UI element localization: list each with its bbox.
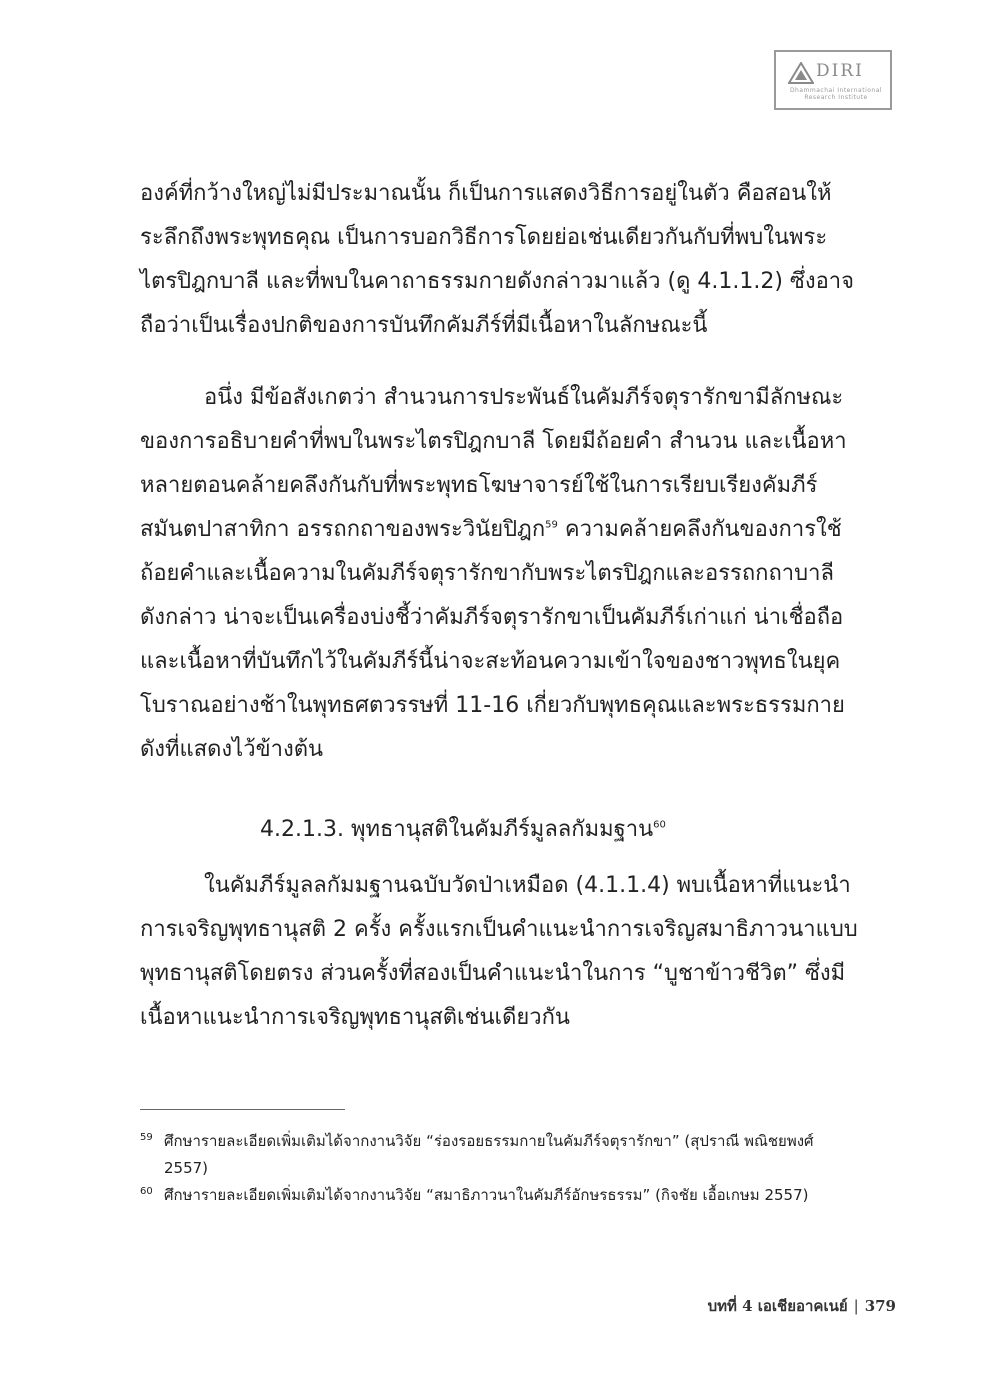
text-line: ของการอธิบายคำที่พบในพระไตรปิฎกบาลี โดยมีถ้อยคำ สำนวน และเนื้อหา	[140, 429, 847, 454]
text-line: ดังที่แสดงไว้ข้างต้น	[140, 737, 324, 762]
text-line: การเจริญพุทธานุสติ 2 ครั้ง ครั้งแรกเป็นคำแนะนำการเจริญสมาธิภาวนาแบบ	[140, 917, 858, 942]
diri-logo	[774, 50, 892, 110]
logo-title: DIRI	[816, 61, 864, 81]
paragraph-2	[140, 376, 900, 772]
footnote-text: ศึกษารายละเอียดเพิ่มเติมได้จากงานวิจัย “ร่องรอยธรรมกายในคัมภีร์จตุรารักขา” (สุปราณี พณิชยพงศ์	[164, 1132, 814, 1150]
footnote-text: 2557)	[164, 1159, 209, 1177]
page-number: 379	[864, 1297, 896, 1315]
footnote-60	[140, 1182, 900, 1209]
footer-separator: |	[853, 1297, 859, 1315]
text-line: และเนื้อหาที่บันทึกไว้ในคัมภีร์นี้น่าจะสะท้อนความเข้าใจของชาวพุทธในยุค	[140, 649, 841, 674]
footnotes	[140, 1128, 900, 1209]
footnote-divider	[140, 1109, 345, 1110]
footnote-ref-60[interactable]: 60	[653, 819, 666, 831]
footnote-59	[140, 1128, 900, 1182]
paragraph-1	[140, 172, 900, 348]
page-footer	[708, 1294, 896, 1318]
text-line: ในคัมภีร์มูลลกัมมฐานฉบับวัดป่าเหมือด (4.1.1.4) พบเนื้อหาที่แนะนำ	[204, 873, 851, 898]
section-heading	[260, 808, 666, 852]
text-line: โบราณอย่างช้าในพุทธศตวรรษที่ 11-16 เกี่ยวกับพุทธคุณและพระธรรมกาย	[140, 693, 845, 718]
text-line: อนึ่ง มีข้อสังเกตว่า สำนวนการประพันธ์ในคัมภีร์จตุรารักขามีลักษณะ	[204, 385, 844, 410]
text-line-head: สมันตปาสาทิกา อรรถกถาของพระวินัยปิฎก	[140, 517, 546, 542]
footnote-number: 59	[140, 1132, 153, 1143]
text-line: พุทธานุสติโดยตรง ส่วนครั้งที่สองเป็นคำแนะนำในการ “บูชาข้าวชีวิต” ซึ่งมี	[140, 961, 846, 986]
footnote-ref-59[interactable]: 59	[545, 519, 558, 531]
triangle-logo-icon	[788, 62, 814, 84]
text-line: เนื้อหาแนะนำการเจริญพุทธานุสติเช่นเดียวกัน	[140, 1005, 570, 1030]
footnote-text: ศึกษารายละเอียดเพิ่มเติมได้จากงานวิจัย “สมาธิภาวนาในคัมภีร์อักษรธรรม” (กิจชัย เอื้อเกษม 2557)	[164, 1186, 809, 1204]
logo-subtitle-line-2: Research Institute	[804, 94, 868, 101]
text-line: ไตรปิฎกบาลี และที่พบในคาถาธรรมกายดังกล่าวมาแล้ว (ดู 4.1.1.2) ซึ่งอาจ	[140, 269, 855, 294]
chapter-title: บทที่ 4 เอเชียอาคเนย์	[707, 1297, 848, 1315]
text-line: ถือว่าเป็นเรื่องปกติของการบันทึกคัมภีร์ที่มีเนื้อหาในลักษณะนี้	[140, 313, 708, 338]
logo-subtitle	[788, 87, 884, 101]
text-line: ดังกล่าว น่าจะเป็นเครื่องบ่งชี้ว่าคัมภีร์จตุรารักขาเป็นคัมภีร์เก่าแก่ น่าเชื่อถือ	[140, 605, 844, 630]
text-line: ถ้อยคำและเนื้อความในคัมภีร์จตุรารักขากับพระไตรปิฎกและอรรถกถาบาลี	[140, 561, 834, 586]
text-line-with-footnote	[140, 508, 900, 552]
footnote-number: 60	[140, 1186, 153, 1197]
text-line: หลายตอนคล้ายคลึงกันกับที่พระพุทธโฆษาจารย์ใช้ในการเรียบเรียงคัมภีร์	[140, 473, 818, 498]
paragraph-3	[140, 864, 900, 1040]
text-line-tail: ความคล้ายคลึงกันของการใช้	[564, 517, 842, 542]
text-line: องค์ที่กว้างใหญ่ไม่มีประมาณนั้น ก็เป็นการแสดงวิธีการอยู่ในตัว คือสอนให้	[140, 181, 832, 206]
text-line: ระลึกถึงพระพุทธคุณ เป็นการบอกวิธีการโดยย่อเช่นเดียวกันกับที่พบในพระ	[140, 225, 828, 250]
section-heading-text: 4.2.1.3. พุทธานุสติในคัมภีร์มูลลกัมมฐาน	[260, 817, 654, 842]
logo-subtitle-line-1: Dhammachai International	[789, 87, 883, 94]
